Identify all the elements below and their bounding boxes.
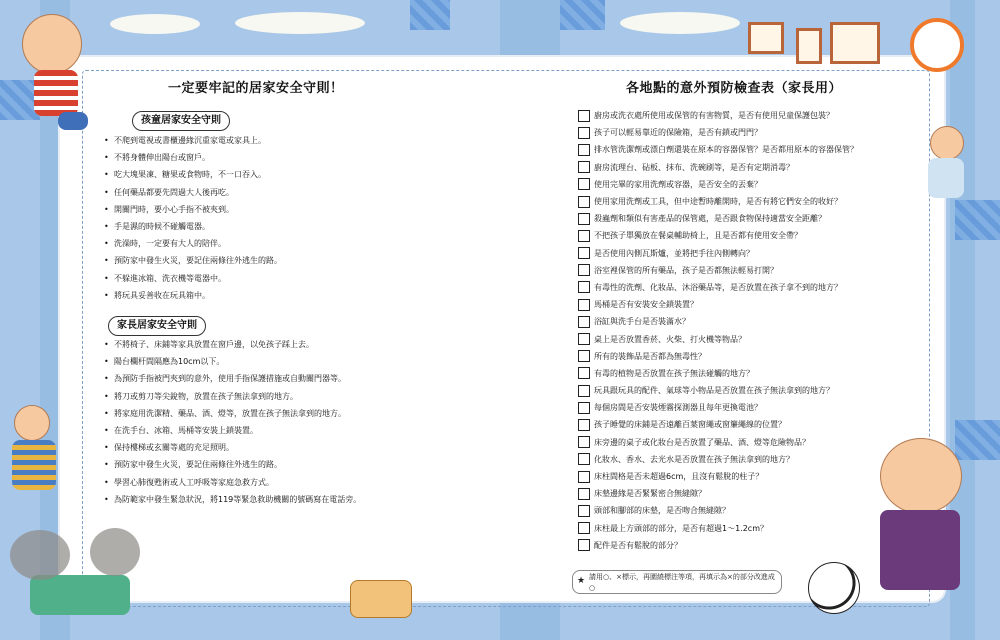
boy-illustration-head: [22, 14, 82, 74]
list-item: • 手是濕的時候不碰觸電器。: [104, 222, 210, 232]
checklist-item[interactable]: 排水管洗潔劑或漂白劑還裝在原本的容器保管？是否都用原本的容器保管？: [578, 141, 858, 158]
checkbox[interactable]: [578, 505, 590, 517]
tape-decoration: [560, 0, 605, 30]
checklist-item[interactable]: 浴缸與洗手台是否裝滿水？: [578, 313, 858, 330]
checkbox[interactable]: [578, 419, 590, 431]
checklist-item[interactable]: 使用完畢的家用洗劑或容器，是否安全的丟棄？: [578, 176, 858, 193]
list-item: • 預防家中發生火災，要記住兩條往外逃生的路。: [104, 256, 282, 266]
big-boy-illustration-head: [880, 438, 962, 514]
checkbox[interactable]: [578, 488, 590, 500]
parents-rules-list: [104, 336, 361, 508]
boy-illustration-pants: [58, 112, 88, 130]
list-item: • 為預防手指被門夾到的意外，使用手指保護措施或自動關門器等。: [104, 374, 346, 384]
list-item: • 不將身體伸出陽台或窗戶。: [104, 153, 210, 163]
checklist-item[interactable]: 床柱最上方頭部的部分，是否有超過1～1.2cm？: [578, 520, 858, 537]
list-item: • 不爬到電視或書櫃邊緣沉重家電或家具上。: [104, 136, 266, 145]
children-rules-list: [104, 132, 282, 304]
checklist-item[interactable]: 不把孩子單獨放在餐桌輔助椅上，且是否都有使用安全帶？: [578, 227, 858, 244]
instruction-note: ★ 請用○、×標示，再圍繞標注等項，再填示為×的部分改進成○: [572, 570, 782, 594]
list-item: • 任何藥品都要先問過大人後再吃。: [104, 187, 234, 197]
list-item: • 保持樓梯或玄關等處的充足照明。: [104, 443, 234, 453]
list-item: • 陽台欄杆間隔應為10cm以下。: [104, 357, 225, 367]
picture-frame-icon: [796, 28, 822, 64]
boy-illustration-body: [34, 70, 78, 116]
cloud-decoration: [110, 14, 200, 34]
checklist-item[interactable]: 床柱間格是否未超過6cm，且沒有鬆脫的柱子？: [578, 468, 858, 485]
tape-decoration: [955, 200, 1000, 240]
checkbox[interactable]: [578, 230, 590, 242]
checkbox[interactable]: [578, 213, 590, 225]
list-item: • 開關門時，要小心手指不被夾到。: [104, 204, 234, 214]
checklist-item[interactable]: 浴室裡保管的所有藥品，孩子是否都無法輕易打開？: [578, 262, 858, 279]
tape-decoration: [410, 0, 450, 30]
cloud-decoration: [620, 12, 740, 34]
checklist-item[interactable]: 床墊邊緣是否緊緊密合無縫隙？: [578, 485, 858, 502]
star-icon: ★: [577, 576, 586, 586]
checkbox[interactable]: [578, 436, 590, 448]
checklist-item[interactable]: 配件是否有鬆脫的部分？: [578, 537, 858, 554]
accident-prevention-checklist: [578, 107, 858, 554]
checkbox[interactable]: [578, 333, 590, 345]
checkbox[interactable]: [578, 367, 590, 379]
checkbox[interactable]: [578, 453, 590, 465]
left-boy-illustration-head: [14, 405, 50, 441]
list-item: • 將家庭用洗潔精、藥品、酒、燈等，放置在孩子無法拿到的地方。: [104, 408, 346, 418]
toaster-illustration: [350, 580, 412, 618]
checklist-item[interactable]: 每個房間是否安裝煙霧探測器且每年更換電池？: [578, 399, 858, 416]
checkbox[interactable]: [578, 110, 590, 122]
checklist-item[interactable]: 使用家用洗劑或工具，但中途暫時離開時，是否有將它們安全的收好？: [578, 193, 858, 210]
checkbox[interactable]: [578, 144, 590, 156]
list-item: • 為防範家中發生緊急狀況，將119等緊急救助機關的號碼寫在電話旁。: [104, 494, 362, 504]
checklist-item[interactable]: 馬桶是否有安裝安全鎖裝置？: [578, 296, 858, 313]
list-item: • 將刀或剪刀等尖銳物，放置在孩子無法拿到的地方。: [104, 391, 298, 401]
list-item: • 學習心肺復甦術或人工呼吸等家庭急救方式。: [104, 477, 274, 487]
list-item: • 不將椅子、床鋪等家具放置在窗戶邊，以免孩子踩上去。: [104, 340, 314, 349]
smoke-illustration: [90, 528, 140, 576]
checklist-item[interactable]: 孩子可以輕易靠近的保險箱，是否有鎖或門門？: [578, 124, 858, 141]
checkbox[interactable]: [578, 178, 590, 190]
checklist-item[interactable]: 所有的裝飾品是否都為無毒性？: [578, 348, 858, 365]
list-item: • 不躲進冰箱、洗衣機等電器中。: [104, 273, 226, 283]
checklist-item[interactable]: 殺蟲劑和類似有害產品的保管處，是否跟食物保持適當安全距離？: [578, 210, 858, 227]
checklist-item[interactable]: 頭部和腳部的床墊，是否吻合無縫隙？: [578, 502, 858, 519]
power-strip-illustration: [30, 575, 130, 615]
checklist-item[interactable]: 化妝水、香水、去光水是否放置在孩子無法拿到的地方？: [578, 451, 858, 468]
checklist-item[interactable]: 是否使用內側瓦斯爐，並將把手往內側轉向？: [578, 245, 858, 262]
small-boy-illustration-head: [930, 126, 964, 160]
checklist-item[interactable]: 床旁邊的桌子或化妝台是否放置了藥品、酒、燈等危險物品？: [578, 434, 858, 451]
left-page-title: 一定要牢記的居家安全守則！: [168, 81, 344, 96]
children-rules-label: 孩童居家安全守則: [132, 111, 230, 131]
checkbox[interactable]: [578, 316, 590, 328]
picture-frame-icon: [748, 22, 784, 54]
checkbox[interactable]: [578, 127, 590, 139]
checkbox[interactable]: [578, 196, 590, 208]
clock-icon: [910, 18, 964, 72]
list-item: • 將玩具妥善收在玩具箱中。: [104, 290, 210, 300]
checklist-item[interactable]: 廚房或洗衣處所使用或保管的有害物質，是否有使用兒童保護包裝？: [578, 107, 858, 124]
cloud-decoration: [235, 12, 365, 34]
checkbox[interactable]: [578, 385, 590, 397]
tape-decoration: [955, 420, 1000, 460]
checklist-item[interactable]: 有毒的植物是否放置在孩子無法碰觸的地方？: [578, 365, 858, 382]
small-boy-illustration-body: [928, 158, 964, 198]
list-item: • 吃大塊果凍、糖果或食物時，不一口吞入。: [104, 170, 266, 180]
checklist-item[interactable]: 孩子睡覺的床鋪是否遠離百葉窗繩或窗簾繩線的位置？: [578, 416, 858, 433]
checklist-item[interactable]: 玩具跟玩具的配件、氣球等小物品是否放置在孩子無法拿到的地方？: [578, 382, 858, 399]
parents-rules-label: 家長居家安全守則: [108, 316, 206, 336]
soccer-ball-icon: [808, 562, 860, 614]
checkbox[interactable]: [578, 264, 590, 276]
checkbox[interactable]: [578, 350, 590, 362]
checklist-item[interactable]: 廚房流理台、砧板、抹布、洗碗刷等，是否有定期消毒？: [578, 159, 858, 176]
checklist-item[interactable]: 桌上是否放置香菸、火柴、打火機等物品？: [578, 330, 858, 347]
checkbox[interactable]: [578, 471, 590, 483]
checkbox[interactable]: [578, 522, 590, 534]
checkbox[interactable]: [578, 539, 590, 551]
checklist-item[interactable]: 有毒性的洗劑、化妝品、沐浴藥品等，是否放置在孩子拿不到的地方？: [578, 279, 858, 296]
right-page-title: 各地點的意外預防檢查表（家長用）: [626, 81, 843, 96]
checkbox[interactable]: [578, 281, 590, 293]
big-boy-illustration-body: [880, 510, 960, 590]
left-boy-illustration-body: [12, 440, 56, 490]
smoke-illustration: [10, 530, 70, 580]
checkbox[interactable]: [578, 161, 590, 173]
checkbox[interactable]: [578, 299, 590, 311]
list-item: • 在洗手台、冰箱、馬桶等安裝上鎖裝置。: [104, 426, 258, 436]
list-item: • 預防家中發生火災，要記住兩條往外逃生的路。: [104, 460, 282, 470]
checkbox[interactable]: [578, 247, 590, 259]
list-item: • 洗澡時，一定要有大人的陪伴。: [104, 239, 226, 249]
picture-frame-icon: [830, 22, 880, 64]
checkbox[interactable]: [578, 402, 590, 414]
